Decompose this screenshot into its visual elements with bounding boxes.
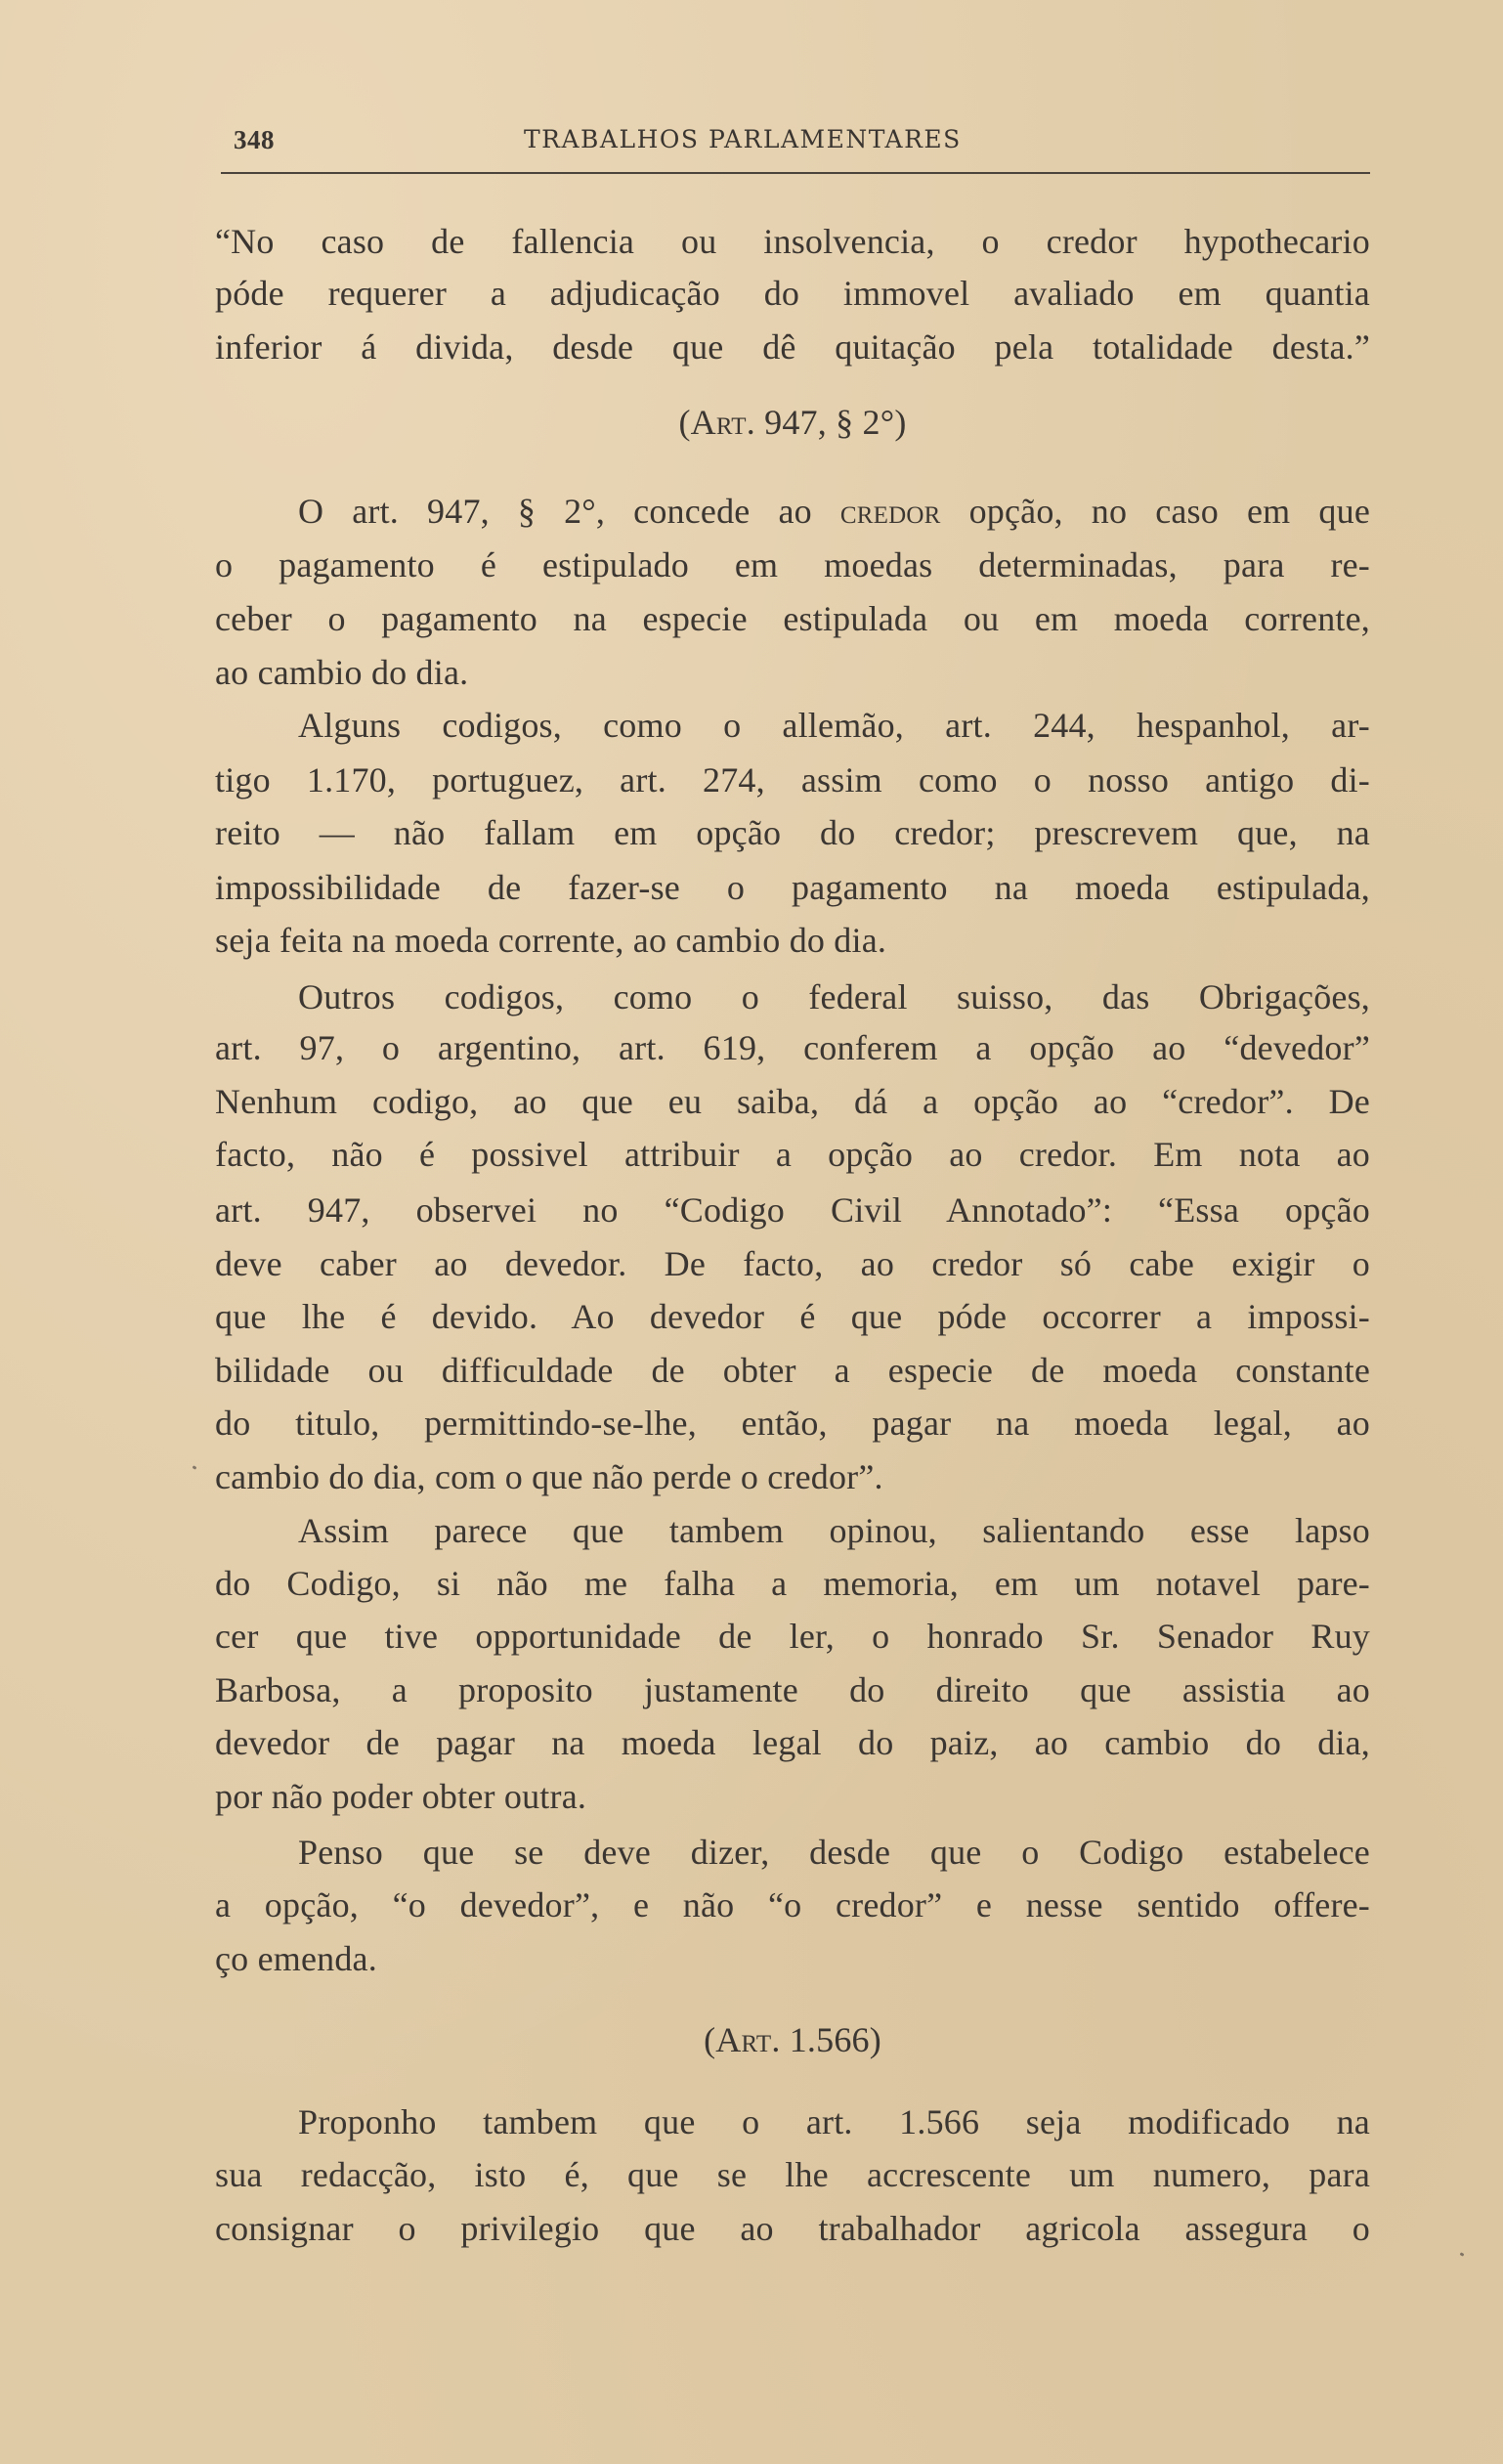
- text-line: o pagamento é estipulado em moedas determinadas, para re-: [215, 545, 1370, 584]
- text-line: por não poder obter outra.: [215, 1777, 587, 1816]
- text-line: Assim parece que tambem opinou, salientando esse lapso: [298, 1511, 1370, 1550]
- text-line: cambio do dia, com o que não perde o credor”.: [215, 1457, 883, 1496]
- text-line: Penso que se deve dizer, desde que o Codigo estabelece: [298, 1833, 1370, 1872]
- text-line: Outros codigos, como o federal suisso, das Obrigações,: [298, 977, 1370, 1016]
- text-line: O art. 947, § 2°, concede ao credor opção, no caso em que: [298, 492, 1370, 531]
- text-line: do Codigo, si não me falha a memoria, em um notavel pare-: [215, 1564, 1370, 1603]
- text-line: deve caber ao devedor. De facto, ao credor só cabe exigir o: [215, 1244, 1370, 1283]
- ink-speck: [1460, 2252, 1465, 2257]
- text-line: Nenhum codigo, ao que eu saiba, dá a opção ao “credor”. De: [215, 1082, 1370, 1121]
- text-line: bilidade ou difficuldade de obter a especie de moeda constante: [215, 1351, 1370, 1390]
- emphasis-credor: credor: [839, 492, 941, 531]
- text-line: Alguns codigos, como o allemão, art. 244, hespanhol, ar-: [298, 706, 1370, 745]
- text-line: que lhe é devido. Ao devedor é que póde occorrer a impossi-: [215, 1297, 1370, 1336]
- running-head: [218, 125, 1369, 164]
- text-line: inferior á divida, desde que dê quitação pela totalidade desta.”: [215, 327, 1370, 367]
- article-label: Art.: [690, 403, 755, 442]
- text-line: sua redacção, isto é, que se lhe accrescente um numero, para: [215, 2155, 1370, 2194]
- text-line: póde requerer a adjudicação do immovel avaliado em quantia: [215, 274, 1370, 313]
- text-line: do titulo, permittindo-se-lhe, então, pagar na moeda legal, ao: [215, 1404, 1370, 1443]
- section-heading: (Art. 1.566): [704, 2020, 881, 2059]
- header-rule: [221, 172, 1370, 174]
- text-line: art. 947, observei no “Codigo Civil Annotado”: “Essa opção: [215, 1190, 1370, 1230]
- ink-speck: [193, 1465, 197, 1470]
- text-line: Barbosa, a proposito justamente do direito que assistia ao: [215, 1670, 1370, 1709]
- text-line: Proponho tambem que o art. 1.566 seja modificado na: [298, 2102, 1370, 2141]
- text-line: impossibilidade de fazer-se o pagamento na moeda estipulada,: [215, 868, 1370, 907]
- text-line: reito — não fallam em opção do credor; prescrevem que, na: [215, 813, 1370, 852]
- page-number: 348: [234, 125, 275, 154]
- text-line: consignar o privilegio que ao trabalhador agricola assegura o: [215, 2209, 1370, 2248]
- text-line: art. 97, o argentino, art. 619, conferem a opção ao “devedor”: [215, 1028, 1370, 1067]
- running-title: TRABALHOS PARLAMENTARES: [524, 125, 962, 153]
- text-line: ço emenda.: [215, 1939, 377, 1978]
- text-line: “No caso de fallencia ou insolvencia, o credor hypothecario: [215, 222, 1370, 261]
- text-line: cer que tive opportunidade de ler, o honrado Sr. Senador Ruy: [215, 1617, 1370, 1656]
- text-line: seja feita na moeda corrente, ao cambio do dia.: [215, 921, 887, 960]
- text-line: ceber o pagamento na especie estipulada ou em moeda corrente,: [215, 599, 1370, 638]
- text-line: devedor de pagar na moeda legal do paiz, ao cambio do dia,: [215, 1723, 1370, 1762]
- text-line: a opção, “o devedor”, e não “o credor” e nesse sentido offere-: [215, 1885, 1370, 1924]
- text-line: tigo 1.170, portuguez, art. 274, assim como o nosso antigo di-: [215, 760, 1370, 800]
- text-line: ao cambio do dia.: [215, 653, 469, 692]
- text-line: facto, não é possivel attribuir a opção ao credor. Em nota ao: [215, 1135, 1370, 1174]
- article-label: Art.: [715, 2020, 781, 2059]
- section-heading: (Art. 947, § 2°): [678, 403, 907, 442]
